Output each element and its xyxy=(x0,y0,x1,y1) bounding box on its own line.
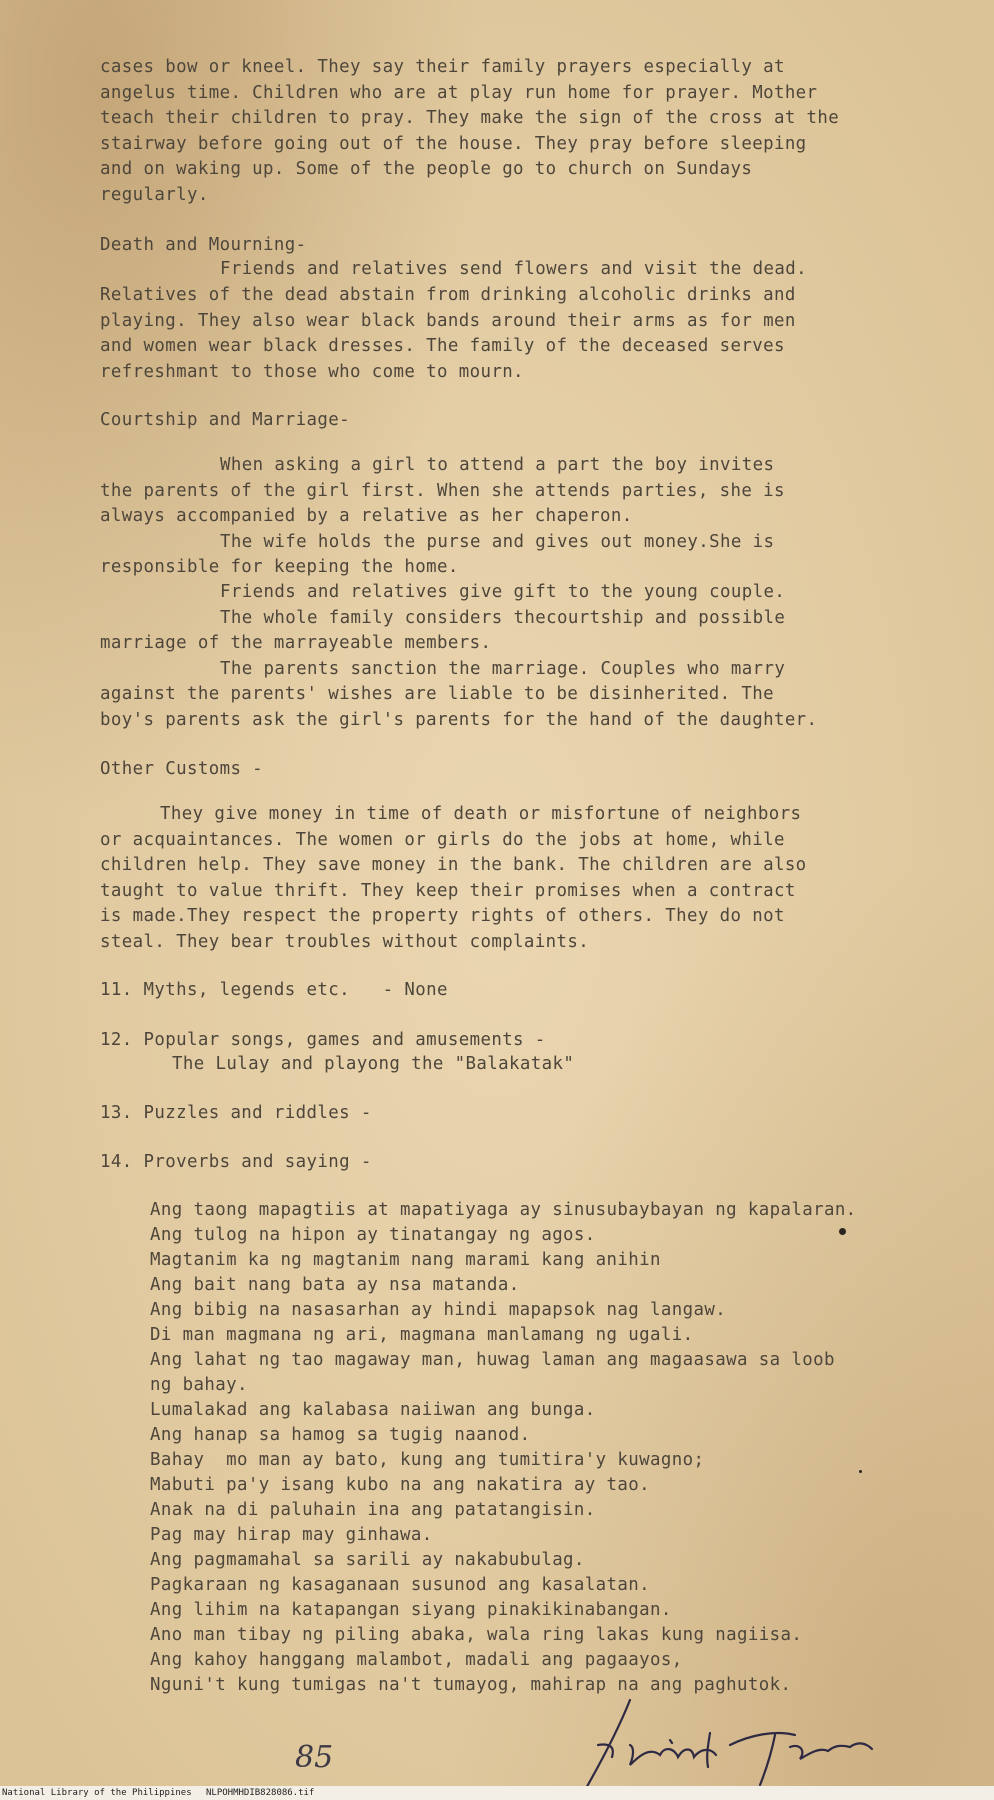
ink-dot xyxy=(839,1228,846,1235)
proverb-line: Nguni't kung tumigas na't tumayog, mahirap na ang paghutok. xyxy=(150,1675,792,1695)
proverb-line: Pagkaraan ng kasaganaan susunod ang kasalatan. xyxy=(150,1575,651,1595)
section-heading: Other Customs - xyxy=(100,759,264,779)
text-line: and women wear black dresses. The family of the deceased serves xyxy=(100,336,785,356)
footer-library: National Library of the Philippines xyxy=(2,1788,192,1798)
text-line: When asking a girl to attend a part the boy invites xyxy=(220,455,775,475)
ink-dot xyxy=(859,1470,862,1473)
text-line: boy's parents ask the girl's parents for the hand of the daughter. xyxy=(100,710,818,730)
proverb-line: Ang pagmamahal sa sarili ay nakabubulag. xyxy=(150,1550,585,1570)
text-line: and on waking up. Some of the people go to church on Sundays xyxy=(100,159,753,179)
proverb-line: Anak na di paluhain ina ang patatangisin. xyxy=(150,1500,596,1520)
text-line: the parents of the girl first. When she attends parties, she is xyxy=(100,481,785,501)
text-line: children help. They save money in the bank. The children are also xyxy=(100,855,807,875)
section-heading: Death and Mourning- xyxy=(100,235,307,255)
proverb-line: Ang bibig na nasasarhan ay hindi mapapsok nag langaw. xyxy=(150,1300,727,1320)
text-line: against the parents' wishes are liable to be disinherited. The xyxy=(100,684,774,704)
section-heading: Courtship and Marriage- xyxy=(100,410,351,430)
text-line: teach their children to pray. They make the sign of the cross at the xyxy=(100,108,840,128)
proverb-line: Ang taong mapagtiis at mapatiyaga ay sinusubaybayan ng kapalaran. xyxy=(150,1200,857,1220)
text-line: regularly. xyxy=(100,185,209,205)
footer-file: NLPOHMHDIB828086.tif xyxy=(206,1788,315,1798)
proverb-line: Ang tulog na hipon ay tinatangay ng agos. xyxy=(150,1225,596,1245)
proverb-line: Magtanim ka ng magtanim nang marami kang anihin xyxy=(150,1250,661,1270)
text-line: taught to value thrift. They keep their promises when a contract xyxy=(100,881,796,901)
text-line: is made.They respect the property rights of others. They do not xyxy=(100,906,785,926)
text-line: Friends and relatives give gift to the young couple. xyxy=(220,582,786,602)
proverb-line: Ang lahat ng tao magaway man, huwag laman ang magaasawa sa loob xyxy=(150,1350,835,1370)
numbered-item: 13. Puzzles and riddles - xyxy=(100,1103,372,1123)
proverb-line: Ang kahoy hanggang malambot, madali ang pagaayos, xyxy=(150,1650,683,1670)
proverb-line: ng bahay. xyxy=(150,1375,248,1395)
proverb-line: Bahay mo man ay bato, kung ang tumitira'y kuwagno; xyxy=(150,1450,705,1470)
proverb-line: Pag may hirap may ginhawa. xyxy=(150,1525,433,1545)
proverb-line: Mabuti pa'y isang kubo na ang nakatira ay tao. xyxy=(150,1475,651,1495)
text-line: refreshmant to those who come to mourn. xyxy=(100,362,524,382)
text-line: marriage of the marrayeable members. xyxy=(100,633,492,653)
text-line: They give money in time of death or misfortune of neighbors xyxy=(160,804,802,824)
proverb-line: Di man magmana ng ari, magmana manlamang ng ugali. xyxy=(150,1325,694,1345)
text-line: playing. They also wear black bands around their arms as for men xyxy=(100,311,796,331)
text-line: steal. They bear troubles without complaints. xyxy=(100,932,590,952)
text-line: The Lulay and playong the "Balakatak" xyxy=(172,1054,575,1074)
text-line: always accompanied by a relative as her chaperon. xyxy=(100,506,633,526)
proverb-line: Ang lihim na katapangan siyang pinakikinabangan. xyxy=(150,1600,672,1620)
page-number: 85 xyxy=(295,1740,334,1775)
proverb-line: Ang hanap sa hamog sa tugig naanod. xyxy=(150,1425,531,1445)
text-line: cases bow or kneel. They say their family prayers especially at xyxy=(100,57,785,77)
text-line: Relatives of the dead abstain from drinking alcoholic drinks and xyxy=(100,285,796,305)
text-line: The parents sanction the marriage. Couples who marry xyxy=(220,659,786,679)
numbered-item: 14. Proverbs and saying - xyxy=(100,1152,372,1172)
numbered-item: 12. Popular songs, games and amusements - xyxy=(100,1030,546,1050)
text-line: angelus time. Children who are at play run home for prayer. Mother xyxy=(100,83,818,103)
text-line: The whole family considers thecourtship and possible xyxy=(220,608,786,628)
proverb-line: Lumalakad ang kalabasa naiiwan ang bunga. xyxy=(150,1400,596,1420)
numbered-item: 11. Myths, legends etc. - None xyxy=(100,980,448,1000)
text-line: or acquaintances. The women or girls do the jobs at home, while xyxy=(100,830,785,850)
handwritten-signature xyxy=(560,1685,890,1795)
text-line: The wife holds the purse and gives out money.She is xyxy=(220,532,775,552)
proverb-line: Ang bait nang bata ay nsa matanda. xyxy=(150,1275,520,1295)
text-line: Friends and relatives send flowers and visit the dead. xyxy=(220,259,807,279)
text-line: responsible for keeping the home. xyxy=(100,557,459,577)
text-line: stairway before going out of the house. They pray before sleeping xyxy=(100,134,807,154)
proverb-line: Ano man tibay ng piling abaka, wala ring lakas kung nagiisa. xyxy=(150,1625,803,1645)
